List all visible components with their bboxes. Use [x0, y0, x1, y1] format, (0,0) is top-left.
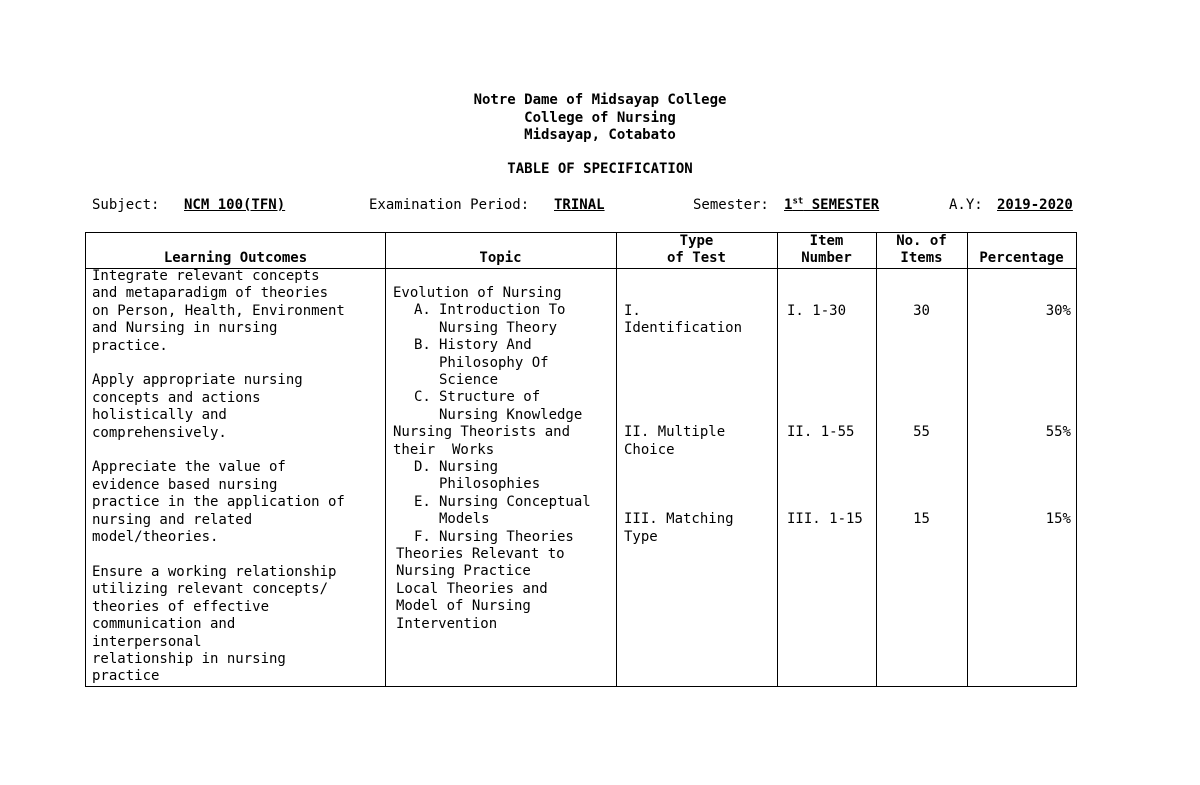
school-address: Midsayap, Cotabato: [524, 127, 676, 143]
topic-c-text: Structure of Nursing Knowledge: [439, 389, 583, 423]
no-of-items-row2: 55: [913, 424, 930, 441]
subject-label: Subject:: [92, 197, 160, 213]
type-of-test-row2: II. Multiple Choice: [624, 424, 726, 458]
subject-value: NCM 100(TFN): [184, 197, 286, 213]
item-number-row2: II. 1-55: [787, 424, 855, 441]
topic-relevant-theories: Theories Relevant to Nursing Practice Local Theories and Model of Nursing Intervention: [396, 546, 565, 632]
type-of-test-row1: I. Identification: [624, 302, 743, 336]
topic-theorists: Nursing Theorists and their Works: [393, 424, 571, 458]
header-learning-outcomes: Learning Outcomes: [163, 250, 308, 266]
header-no-items-line1: No. of: [896, 233, 947, 249]
topic-b-text: History And Philosophy Of Science: [439, 337, 549, 388]
no-of-items-row3: 15: [913, 511, 930, 528]
header-topic: Topic: [479, 250, 522, 266]
exam-period-label: Examination Period:: [369, 197, 530, 213]
school-name: Notre Dame of Midsayap College: [473, 92, 727, 108]
topic-f-marker: F.: [414, 528, 431, 545]
topic-column: [393, 285, 615, 685]
topic-b-marker: B.: [414, 337, 431, 354]
exam-period-value: TRINAL: [554, 197, 605, 213]
topic-evolution: Evolution of Nursing: [393, 285, 562, 301]
topic-a-marker: A.: [414, 302, 431, 319]
percentage-row2: 55%: [1045, 424, 1071, 441]
semester-label: Semester:: [693, 197, 769, 213]
percentage-row1: 30%: [1045, 302, 1071, 319]
header-type-line2: of Test: [666, 250, 726, 266]
header-percentage: Percentage: [979, 250, 1064, 266]
semester-superscript: st: [792, 196, 804, 207]
item-number-row3: III. 1-15: [787, 511, 863, 528]
topic-a-text: Introduction To Nursing Theory: [439, 302, 566, 336]
topic-e-marker: E.: [414, 493, 431, 510]
topic-e-text: Nursing Conceptual Models: [439, 493, 591, 528]
percentage-row3: 15%: [1045, 511, 1071, 528]
header-no-items-line2: Items: [900, 250, 943, 266]
item-number-row1: I. 1-30: [787, 302, 847, 319]
semester-value: 1st SEMESTER: [784, 196, 880, 213]
academic-year-value: 2019-2020: [997, 197, 1073, 213]
header-item-line1: Item: [809, 233, 844, 249]
type-of-test-row3: III. Matching Type: [624, 511, 734, 545]
topic-f-text: Nursing Theories: [439, 528, 574, 545]
topic-c-marker: C.: [414, 389, 431, 406]
college-name: College of Nursing: [524, 109, 676, 126]
specification-table: [85, 232, 1077, 687]
topic-d-marker: D.: [414, 459, 431, 475]
learning-outcomes-text: Integrate relevant concepts and metaparadigm of theories on Person, Health, Environment and Nursing in nursing practice. Apply appropriate nursing concepts and actions holistically and comprehensively. Appreciate the value of evidence based nursing practice in the application of nursing and related model/theories. Ensure a working relationship utilizing relevant concepts/ theories of effective communication and interpersonal relationship in nursing practice: [92, 268, 345, 685]
academic-year-label: A.Y:: [949, 197, 983, 213]
header-item-line2: Number: [801, 250, 852, 266]
exam-meta-line: [92, 197, 1082, 215]
no-of-items-row1: 30: [913, 302, 930, 319]
topic-d-text: Nursing Philosophies: [439, 459, 541, 493]
header-type-line1: Type: [679, 233, 714, 249]
document-title: TABLE OF SPECIFICATION: [507, 161, 693, 177]
